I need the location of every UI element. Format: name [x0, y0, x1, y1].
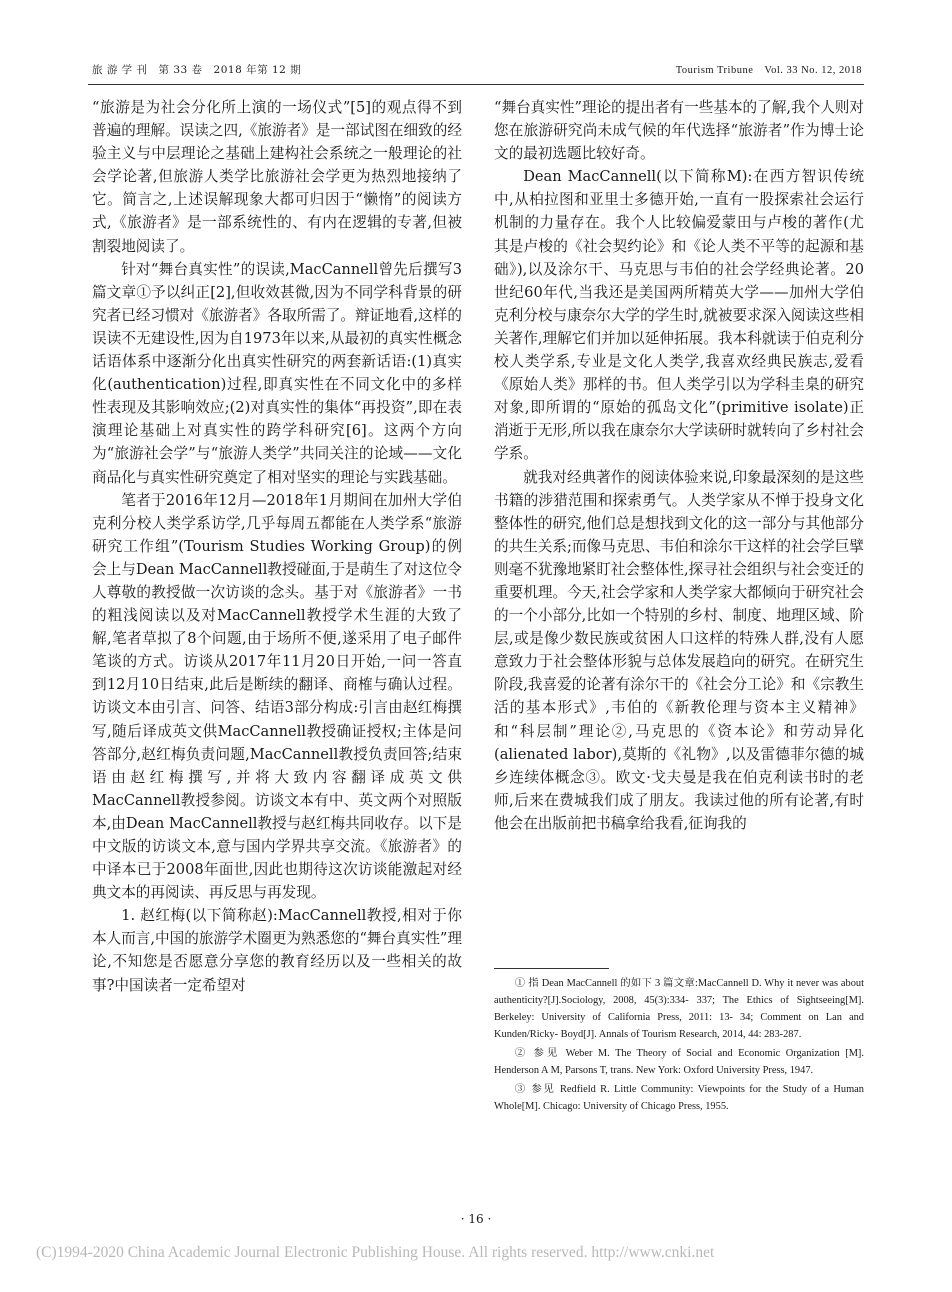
left-column	[92, 96, 462, 997]
page-number: · 16 ·	[460, 1212, 492, 1226]
paragraph: 笔者于2016年12月—2018年1月期间在加州大学伯克利分校人类学系访学,几乎每周五都能在人类学系“旅游研究工作组”(Tourism Studies Working Group)的例会上与Dean MacCannell教授碰面,于是萌生了对这位令人尊敬的教授做一次访谈的念头。基于对《旅游者》一书的粗浅阅读以及对MacCannell教授学术生涯的大致了解,笔者草拟了8个问题,由于场所不便,遂采用了电子邮件笔谈的方式。访谈从2017年11月20日开始,一问一答直到12月10日结束,此后是断续的翻译、商榷与确认过程。访谈文本由引言、问答、结语3部分构成:引言由赵红梅撰写,随后译成英文供MacCannell教授确证授权;主体是问答部分,赵红梅负责问题,MacCannell教授负责回答;结束语由赵红梅撰写,并将大致内容翻译成英文供MacCannell教授参阅。访谈文本有中、英文两个对照版本,由Dean MacCannell教授与赵红梅共同收存。以下是中文版的访谈文本,意与国内学界共享交流。《旅游者》的中译本已于2008年面世,因此也期待这次访谈能激起对经典文本的再阅读、再反思与再发现。	[92, 491, 462, 902]
journal-english-header: Tourism Tribune Vol. 33 No. 12, 2018	[675, 65, 862, 76]
footnotes	[494, 975, 864, 1117]
footnote-rule	[494, 968, 609, 969]
footnote: ② 参见 Weber M. The Theory of Social and Economic Organization [M]. Henderson A M, Parsons T, trans. New York: Oxford University Press, 1947.	[494, 1048, 864, 1076]
journal-issue-header: 旅 游 学 刊 第 33 卷 2018 年第 12 期	[92, 64, 302, 76]
paragraph: Dean MacCannell(以下简称M):在西方智识传统中,从柏拉图和亚里士多德开始,一直有一股探索社会运行机制的力量存在。我个人比较偏爱蒙田与卢梭的著作(尤其是卢梭的《社会契约论》和《论人类不平等的起源和基础》),以及涂尔干、马克思与韦伯的社会学经典论著。20世纪60年代,当我还是美国两所精英大学——加州大学伯克利分校与康奈尔大学的学生时,就被要求深入阅读这些相关著作,理解它们并加以延伸拓展。我本科就读于伯克利分校人类学系,专业是文化人类学,我喜欢经典民族志,爱看《原始人类》那样的书。但人类学引以为学科圭臬的研究对象,即所谓的“原始的孤岛文化”(primitive isolate)正消逝于无形,所以我在康奈尔大学读研时就转向了乡村社会学系。	[494, 168, 864, 463]
running-header	[92, 62, 862, 80]
paragraph: “旅游是为社会分化所上演的一场仪式”[5]的观点得不到普遍的理解。误读之四,《旅游者》是一部试图在细致的经验主义与中层理论之基础上建构社会系统之一般理论的社会学论著,但旅游人类学比旅游社会学更为热烈地接纳了它。简言之,上述误解现象大都可归因于“懒惰”的阅读方式,《旅游者》是一部系统性的、有内在逻辑的专著,但被割裂地阅读了。	[92, 99, 462, 255]
paragraph: 针对“舞台真实性”的误读,MacCannell曾先后撰写3篇文章①予以纠正[2],但收效甚微,因为不同学科背景的研究者已经习惯对《旅游者》各取所需了。辩证地看,这样的误读不无建设性,因为自1973年以来,从最初的真实性概念话语体系中逐渐分化出真实性研究的两套新话语:(1)真实化(authentication)过程,即真实性在不同文化中的多样性表现及其影响效应;(2)对真实性的集体“再投资”,即在表演理论基础上对真实性的跨学科研究[6]。这两个方向为“旅游社会学”与“旅游人类学”共同关注的论域——文化商品化与真实性研究奠定了相对坚实的理论与实践基础。	[92, 260, 462, 486]
paragraph: 就我对经典著作的阅读体验来说,印象最深刻的是这些书籍的涉猎范围和探索勇气。人类学家从不惮于投身文化整体性的研究,他们总是想找到文化的这一部分与其他部分的共生关系;而像马克思、韦伯和涂尔干这样的社会学巨擘则毫不犹豫地紧盯社会整体性,探寻社会组织与社会变迁的重要机理。今天,社会学家和人类学家大都倾向于研究社会的一个小部分,比如一个特别的乡村、制度、地理区域、阶层,或是像少数民族或贫困人口这样的特殊人群,没有人愿意致力于社会整体形貌与总体发展趋向的研究。在研究生阶段,我喜爱的论著有涂尔干的《社会分工论》和《宗教生活的基本形式》,韦伯的《新教伦理与资本主义精神》和“科层制”理论②,马克思的《资本论》和劳动异化(alienated labor),莫斯的《礼物》,以及雷德菲尔德的城乡连续体概念③。欧文·戈夫曼是我在伯克利读书时的老师,后来在费城我们成了朋友。我读过他的所有论著,有时他会在出版前把书稿拿给我看,征询我的	[494, 468, 864, 832]
footnote: ① 指 Dean MacCannell 的如下 3 篇文章:MacCannell D. Why it never was about authenticity?[J].Sociology, 2008, 45(3):334- 337; The Ethics of Sightseeing[M]. Berkeley: University of California Press, 2011: 13- 34; Comment on Lan and Kunden/Ricky- Boyd[J]. Annals of Tourism Research, 2014, 44: 283-287.	[494, 978, 864, 1040]
header-rule	[88, 84, 864, 85]
paragraph: 1. 赵红梅(以下简称赵):MacCannell教授,相对于你本人而言,中国的旅游学术圈更为熟悉您的“舞台真实性”理论,不知您是否愿意分享您的教育经历以及一些相关的故事?中国读者一定希望对	[92, 907, 462, 994]
paragraph: “舞台真实性”理论的提出者有一些基本的了解,我个人则对您在旅游研究尚未成气候的年代选择“旅游者”作为博士论文的最初选题比较好奇。	[494, 99, 864, 163]
right-column	[494, 96, 864, 835]
copyright-watermark: (C)1994-2020 China Academic Journal Electronic Publishing House. All rights reserved. http://www.cnki.net	[36, 1244, 715, 1261]
footnote: ③ 参见 Redfield R. Little Community: Viewpoints for the Study of a Human Whole[M]. Chicago: University of Chicago Press, 1955.	[494, 1084, 864, 1112]
